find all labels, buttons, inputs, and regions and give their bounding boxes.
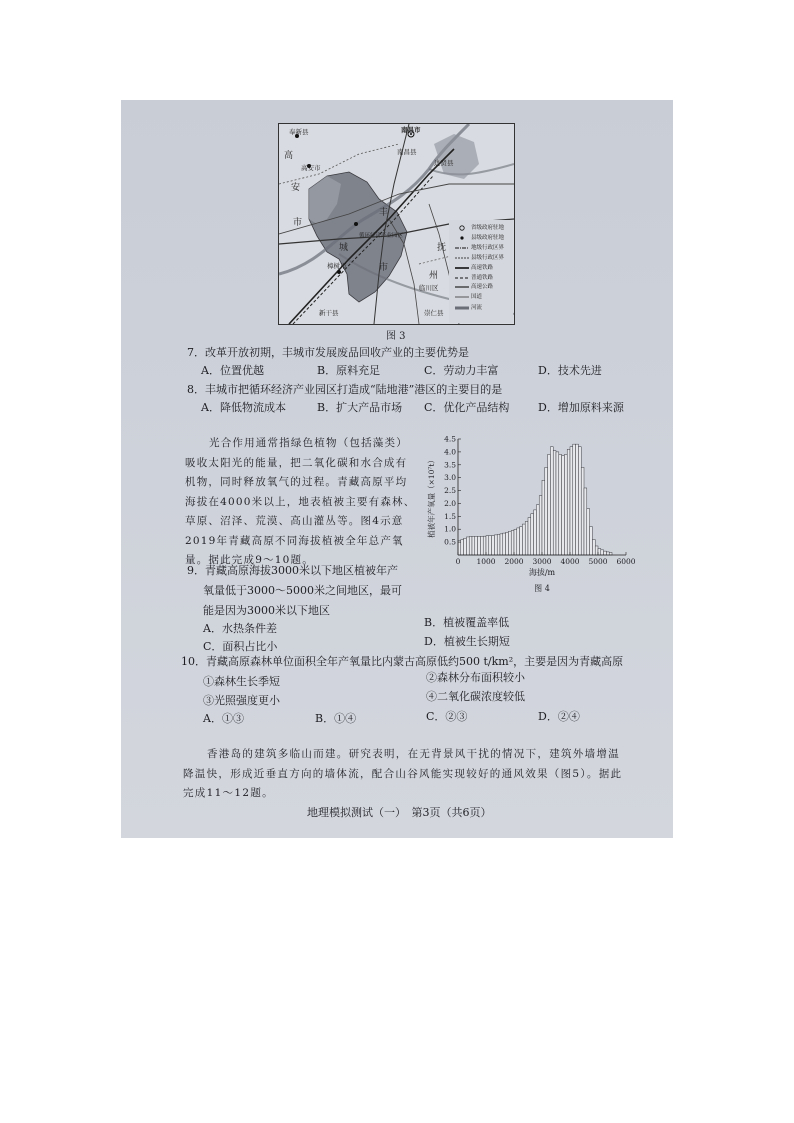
- map-label-nanchang-county: 南昌县: [397, 148, 417, 156]
- q8-option-d: D．增加原料来源: [538, 401, 624, 414]
- map-label-shi-mid: 市: [379, 263, 389, 273]
- chart-bar: [539, 496, 542, 555]
- chart-bar: [604, 551, 607, 555]
- chart-bar: [545, 467, 548, 555]
- map-label-feng: 丰: [379, 208, 389, 218]
- chart-bar: [525, 521, 528, 555]
- map-label-shi-left: 市: [293, 218, 303, 228]
- q10-statement-2: ②森林分布面积较小: [426, 671, 525, 684]
- map-label-jinxian: 进贤县: [434, 159, 454, 167]
- q10-statement-4: ④二氧化碳浓度较低: [426, 690, 525, 703]
- chart-bar: [511, 531, 514, 555]
- chart-bar: [486, 536, 489, 555]
- chart-bar: [550, 447, 553, 555]
- chart-y-tick-label: 1.5: [444, 511, 456, 521]
- q8-option-c: C．优化产品结构: [424, 401, 510, 414]
- chart-bar: [469, 536, 472, 555]
- chart-y-tick-label: 3.0: [444, 473, 456, 483]
- passage2-line: 香港岛的建筑多临山而建。研究表明，在无背景风干扰的情况下，建筑外墙增温: [207, 748, 620, 760]
- legend-prefecture-boundary: 地级行政区界: [471, 245, 505, 251]
- chart-bar: [522, 524, 525, 555]
- q10-statement-3: ③光照强度更小: [203, 694, 280, 707]
- chart-bar: [536, 505, 539, 555]
- chart-bar: [573, 444, 576, 555]
- map-label-fengxin: 奉新县: [289, 128, 309, 136]
- map-label-xingan: 新干县: [319, 309, 339, 317]
- chart-x-axis-label: 海拔/m: [528, 568, 556, 577]
- chart-figure-4: [426, 435, 638, 600]
- chart-bar: [480, 536, 483, 555]
- chart-y-tick-label: 4.0: [444, 447, 456, 457]
- passage-photosynthesis: [185, 434, 415, 571]
- map-label-zhangshu: 樟树市: [327, 262, 347, 270]
- q9-option-b: B．植被覆盖率低: [424, 616, 510, 629]
- passage1-line: 光合作用通常指绿色植物（包括藻类）: [209, 437, 408, 449]
- passage-hong-kong: [183, 745, 622, 804]
- chart-bar: [548, 454, 551, 555]
- q10-option-a: A．①③: [203, 712, 244, 725]
- map-label-gaoan-city: 高安市: [301, 164, 321, 172]
- passage2-line: 降温快，形成近垂直方向的墙体流，配合山谷风能实现较好的通风效果（图5）。据此: [183, 767, 623, 780]
- chart-bar: [601, 550, 604, 555]
- q7-option-b: B．原料充足: [317, 364, 381, 377]
- chart-bar: [500, 534, 503, 555]
- chart-bar: [578, 447, 581, 555]
- chart-bar: [534, 510, 537, 555]
- chart-bar: [581, 467, 584, 555]
- q9-stem-line2: 氧量低于3000～5000米之间地区，最可: [203, 584, 402, 597]
- chart-x-tick-label: 3000: [532, 557, 552, 566]
- chart-bar: [584, 488, 587, 555]
- figure-4-caption: 图 4: [534, 584, 550, 593]
- chart-bar: [492, 536, 495, 555]
- chart-x-tick-label: 2000: [504, 557, 524, 566]
- chart-x-tick-label: 6000: [616, 557, 636, 566]
- exam-page: [121, 100, 673, 838]
- chart-bar: [458, 541, 461, 555]
- chart-bar: [564, 454, 567, 555]
- chart-bar: [553, 451, 556, 555]
- chart-bar: [598, 549, 601, 555]
- chart-x-tick-label: 1000: [476, 557, 496, 566]
- q9-stem-line3: 能是因为3000米以下地区: [203, 604, 330, 617]
- chart-y-tick-label: 0.5: [444, 537, 456, 547]
- q8-option-a: A．降低物流成本: [201, 401, 286, 414]
- chart-y-tick-label: 1.0: [444, 524, 456, 534]
- chart-y-tick-label: 4.5: [444, 435, 456, 444]
- chart-bar: [494, 535, 497, 555]
- chart-bar: [531, 514, 534, 555]
- chart-bar: [483, 536, 486, 555]
- q7-option-a: A．位置优越: [201, 364, 264, 377]
- chart-bar: [466, 537, 469, 555]
- map-label-industrial-park: 循环经济产业园区: [359, 233, 404, 239]
- chart-bar: [517, 528, 520, 555]
- chart-bar: [542, 480, 545, 555]
- map-label-gao: 高: [284, 151, 294, 161]
- legend-railway: 普通铁路: [471, 275, 494, 281]
- map-label-zhou: 州: [429, 271, 439, 281]
- page-footer: 地理模拟测试（一） 第3页（共6页）: [307, 806, 492, 819]
- passage1-line: 2019年青藏高原不同海拔植被全年总产氧: [185, 534, 404, 547]
- q10-option-d: D．②④: [538, 710, 580, 723]
- chart-bar: [556, 452, 559, 555]
- map-label-an: 安: [291, 183, 301, 193]
- chart-bar: [464, 538, 467, 555]
- map-label-cheng: 城: [339, 243, 349, 253]
- chart-bar: [570, 447, 573, 555]
- legend-high-speed-rail: 高速铁路: [471, 265, 494, 271]
- chart-bar: [472, 536, 475, 555]
- chart-bar: [528, 518, 531, 555]
- legend-national-road: 国道: [471, 294, 483, 300]
- chart-y-tick-label: 2.0: [444, 498, 456, 508]
- passage1-line: 海拔在4000米以上，地表植被主要有森林、: [185, 495, 416, 508]
- q7-option-d: D．技术先进: [538, 364, 602, 377]
- legend-expressway: 高速公路: [471, 284, 494, 290]
- q10-option-c: C．②③: [426, 710, 468, 723]
- q9-stem-line1: 9．青藏高原海拔3000米以下地区植被年产: [187, 564, 398, 577]
- chart-bar: [478, 536, 481, 555]
- legend-county-seat: 县级政府驻地: [471, 235, 505, 241]
- legend-county-boundary: 县级行政区界: [471, 255, 505, 261]
- passage1-line: 吸收太阳光的能量，把二氧化碳和水合成有: [185, 456, 408, 469]
- passage1-line: 机物，同时释放氧气的过程。青藏高原平均: [185, 476, 408, 488]
- map-label-nanchang: 南昌市: [401, 126, 421, 134]
- q9-option-d: D．植被生长期短: [424, 635, 510, 648]
- chart-bar: [587, 509, 590, 555]
- chart-bar: [559, 454, 562, 555]
- chart-bar: [497, 534, 500, 555]
- chart-x-tick-label: 0: [455, 557, 461, 566]
- chart-y-tick-label: 3.5: [444, 460, 456, 470]
- chart-bar: [503, 533, 506, 555]
- chart-bar: [514, 529, 517, 555]
- q8-stem: 8．丰城市把循环经济产业园区打造成“陆地港”港区的主要目的是: [187, 383, 503, 396]
- passage1-line: 草原、沼泽、荒漠、高山灌丛等。图4示意: [185, 515, 404, 527]
- map-label-chongren: 崇仁县: [424, 309, 444, 317]
- chart-bar: [567, 449, 570, 555]
- chart-bar: [506, 532, 509, 555]
- chart-y-tick-label: 2.5: [444, 486, 456, 496]
- chart-bar: [606, 552, 609, 555]
- q7-stem: 7．改革开放初期，丰城市发展废品回收产业的主要优势是: [187, 346, 469, 359]
- chart-bar: [508, 531, 511, 555]
- map-label-fu: 抚: [437, 243, 447, 253]
- legend-river: 河流: [471, 305, 483, 311]
- passage1-line: 量。据此完成9～10题。: [185, 554, 314, 566]
- chart-bar: [461, 540, 464, 555]
- chart-x-tick-label: 4000: [560, 557, 580, 566]
- q10-statement-1: ①森林生长季短: [203, 675, 280, 688]
- map-label-linchuan: 临川区: [419, 284, 439, 292]
- chart-bar: [562, 456, 565, 555]
- q10-option-b: B．①④: [315, 712, 357, 725]
- q9-option-a: A．水热条件差: [203, 622, 277, 635]
- map-figure-3: [278, 123, 515, 325]
- chart-bar: [595, 546, 598, 555]
- q9-option-c: C．面积占比小: [203, 640, 278, 653]
- chart-plot: [426, 435, 638, 600]
- chart-bar: [590, 527, 593, 555]
- q10-stem: 10．青藏高原森林单位面积全年产氧量比内蒙古高原低约500 t/km²，主要是因为青藏高原: [181, 655, 624, 668]
- chart-bar: [592, 540, 595, 555]
- q7-option-c: C．劳动力丰富: [424, 364, 499, 377]
- figure-3-caption: 图 3: [386, 331, 406, 342]
- passage2-line: 完成11～12题。: [183, 787, 274, 799]
- chart-bar: [489, 536, 492, 555]
- chart-bar: [576, 444, 579, 555]
- chart-bar: [520, 527, 523, 555]
- chart-x-tick-label: 5000: [588, 557, 608, 566]
- q8-option-b: B．扩大产品市场: [317, 401, 403, 414]
- legend-provincial-capital: 省级政府驻地: [471, 225, 505, 231]
- chart-y-axis-label: 植被年产氧量（×10⁷t）: [427, 456, 436, 538]
- chart-bar: [475, 536, 478, 555]
